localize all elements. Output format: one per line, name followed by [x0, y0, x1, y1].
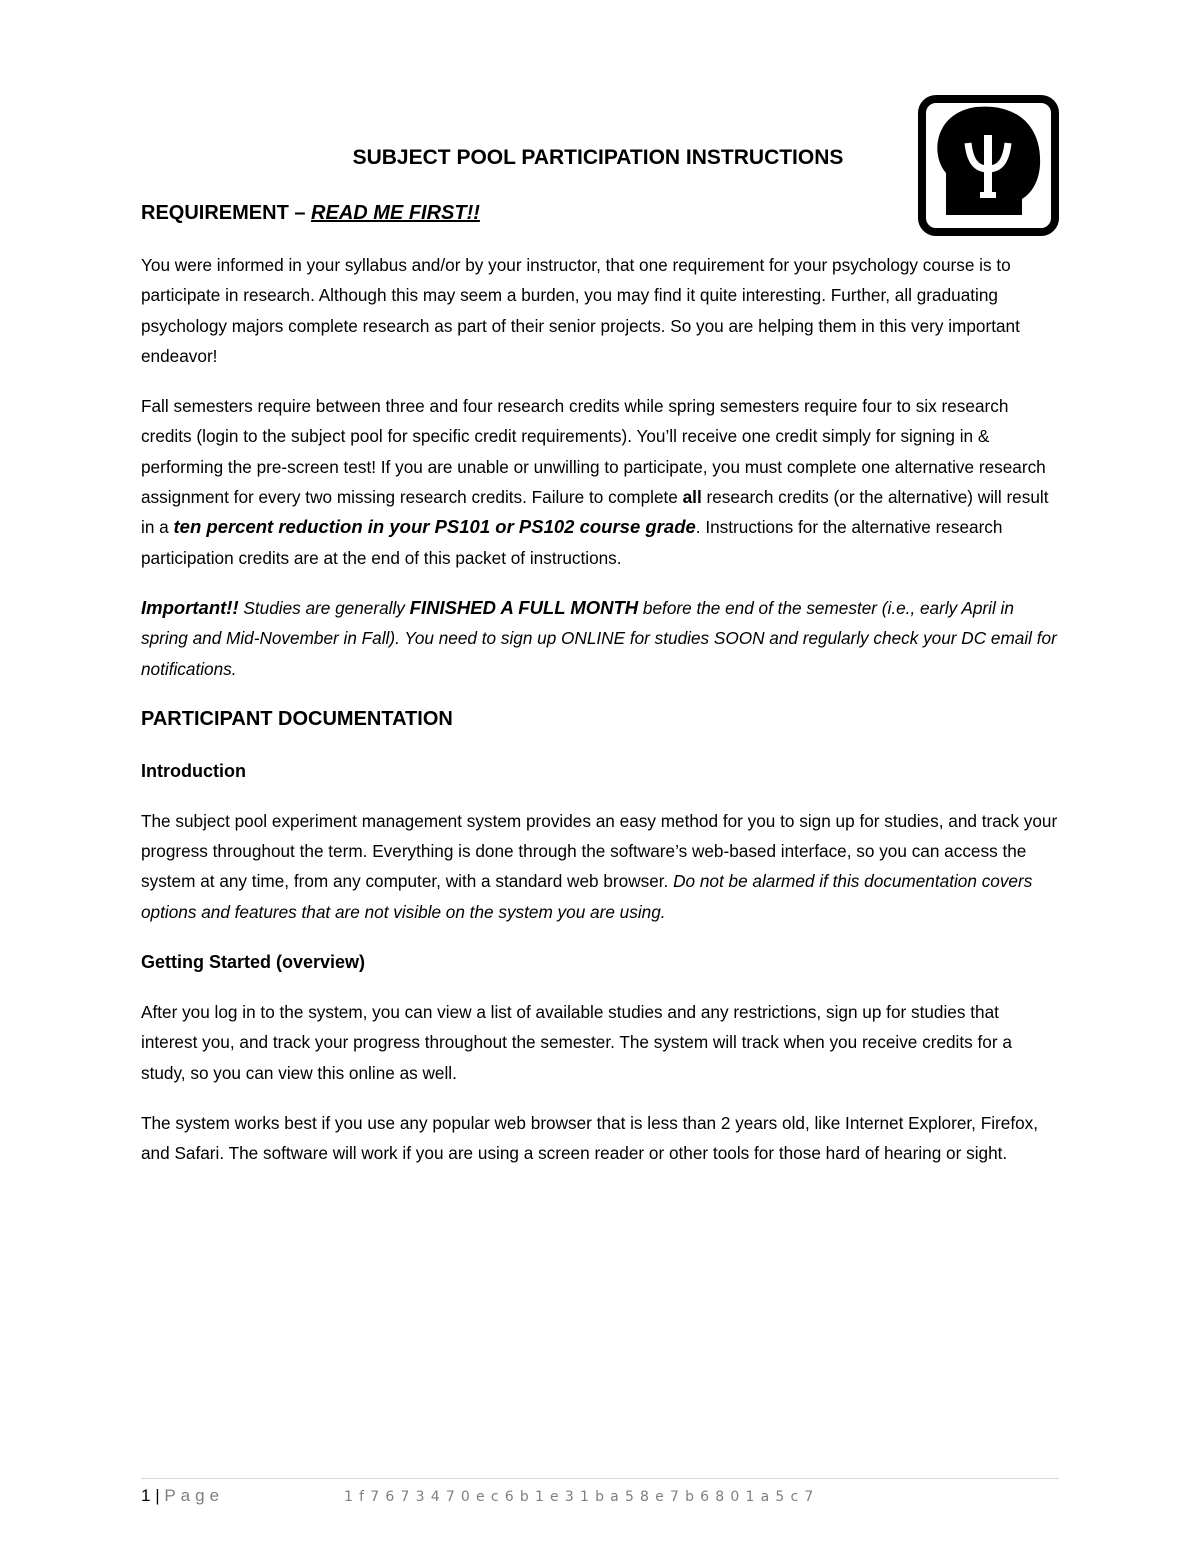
getting-started-paragraph-2: The system works best if you use any popular web browser that is less than 2 years old, like Internet Explorer, Firefox, and Safari. The software will work if you are using a screen reader or other tools for those hard of hearing or sight.: [141, 1112, 1039, 1164]
requirement-paragraph-1: You were informed in your syllabus and/or by your instructor, that one requirement for your psychology course is to participate in research. Although this may seem a burden, you may find it quite interesting. Further, all graduating psychology majors complete research as part of their senior projects. So you are helping them in this very important endeavor!: [141, 255, 1020, 366]
p2-text-b: research credits (or the alternative) will result in a: [141, 487, 1049, 538]
p3-text-a: Studies are generally: [238, 597, 410, 618]
requirement-heading-text: REQUIREMENT –: [141, 202, 312, 224]
p2-text-a: Fall semesters require between three and four research credits while spring semesters require four to six research credits (login to the subject pool for specific credit requirements). You’ll receive one credit simply for signing in & performing the pre-screen test! If you are unable or unwilling to participate, you must complete one alternative research assignment for every two missing research credits. Failure to complete: [141, 396, 1046, 508]
page-footer: [141, 1486, 819, 1506]
grade-reduction-emphasis: ten percent reduction in your PS101 or PS102 course grade: [173, 516, 696, 538]
p3-text-b: before the end of the semester (i.e., early April in spring and Mid-November in Fall). You need to sign up ONLINE for studies SOON and regularly check your DC email for notifications.: [141, 597, 1057, 679]
intro-italic-note: Do not be alarmed if this documentation covers options and features that are not visible on the system you are using.: [141, 871, 1033, 922]
requirement-paragraph-2: [141, 391, 1059, 573]
page-number: 1: [141, 1486, 151, 1505]
important-lead: Important!!: [141, 596, 239, 618]
document-code: 1f7673470ec6b1e31ba58e7b6801a5c7: [344, 1489, 820, 1505]
getting-started-heading: Getting Started (overview): [141, 952, 366, 973]
p2-all-emphasis: all: [682, 487, 702, 508]
requirement-heading: [141, 198, 1059, 228]
documentation-heading: PARTICIPANT DOCUMENTATION: [141, 707, 453, 730]
intro-text: The subject pool experiment management system provides an easy method for you to sign up for studies, and track your progress throughout the term. Everything is done through the software’s web-based interface, so you can access the system at any time, from any computer, with a standard web browser.: [141, 810, 1058, 892]
read-me-first-emphasis: READ ME FIRST!!: [311, 202, 480, 224]
document-title: SUBJECT POOL PARTICIPATION INSTRUCTIONS: [352, 146, 844, 169]
introduction-heading: Introduction: [141, 760, 246, 781]
footer-separator: |: [150, 1486, 165, 1505]
document-body: [141, 198, 1059, 1189]
p2-text-c: . Instructions for the alternative research participation credits are at the end of this packet of instructions.: [141, 517, 1003, 568]
page-label: Page: [164, 1486, 225, 1505]
footer-divider: [141, 1478, 1059, 1479]
finished-month-emphasis: FINISHED A FULL MONTH: [409, 596, 639, 618]
introduction-paragraph: [141, 806, 1059, 927]
important-notice: [141, 593, 1059, 684]
getting-started-paragraph-1: After you log in to the system, you can view a list of available studies and any restrictions, sign up for studies that interest you, and track your progress throughout the semester. The system will track when you receive credits for a study, so you can view this online as well.: [141, 1002, 1012, 1083]
